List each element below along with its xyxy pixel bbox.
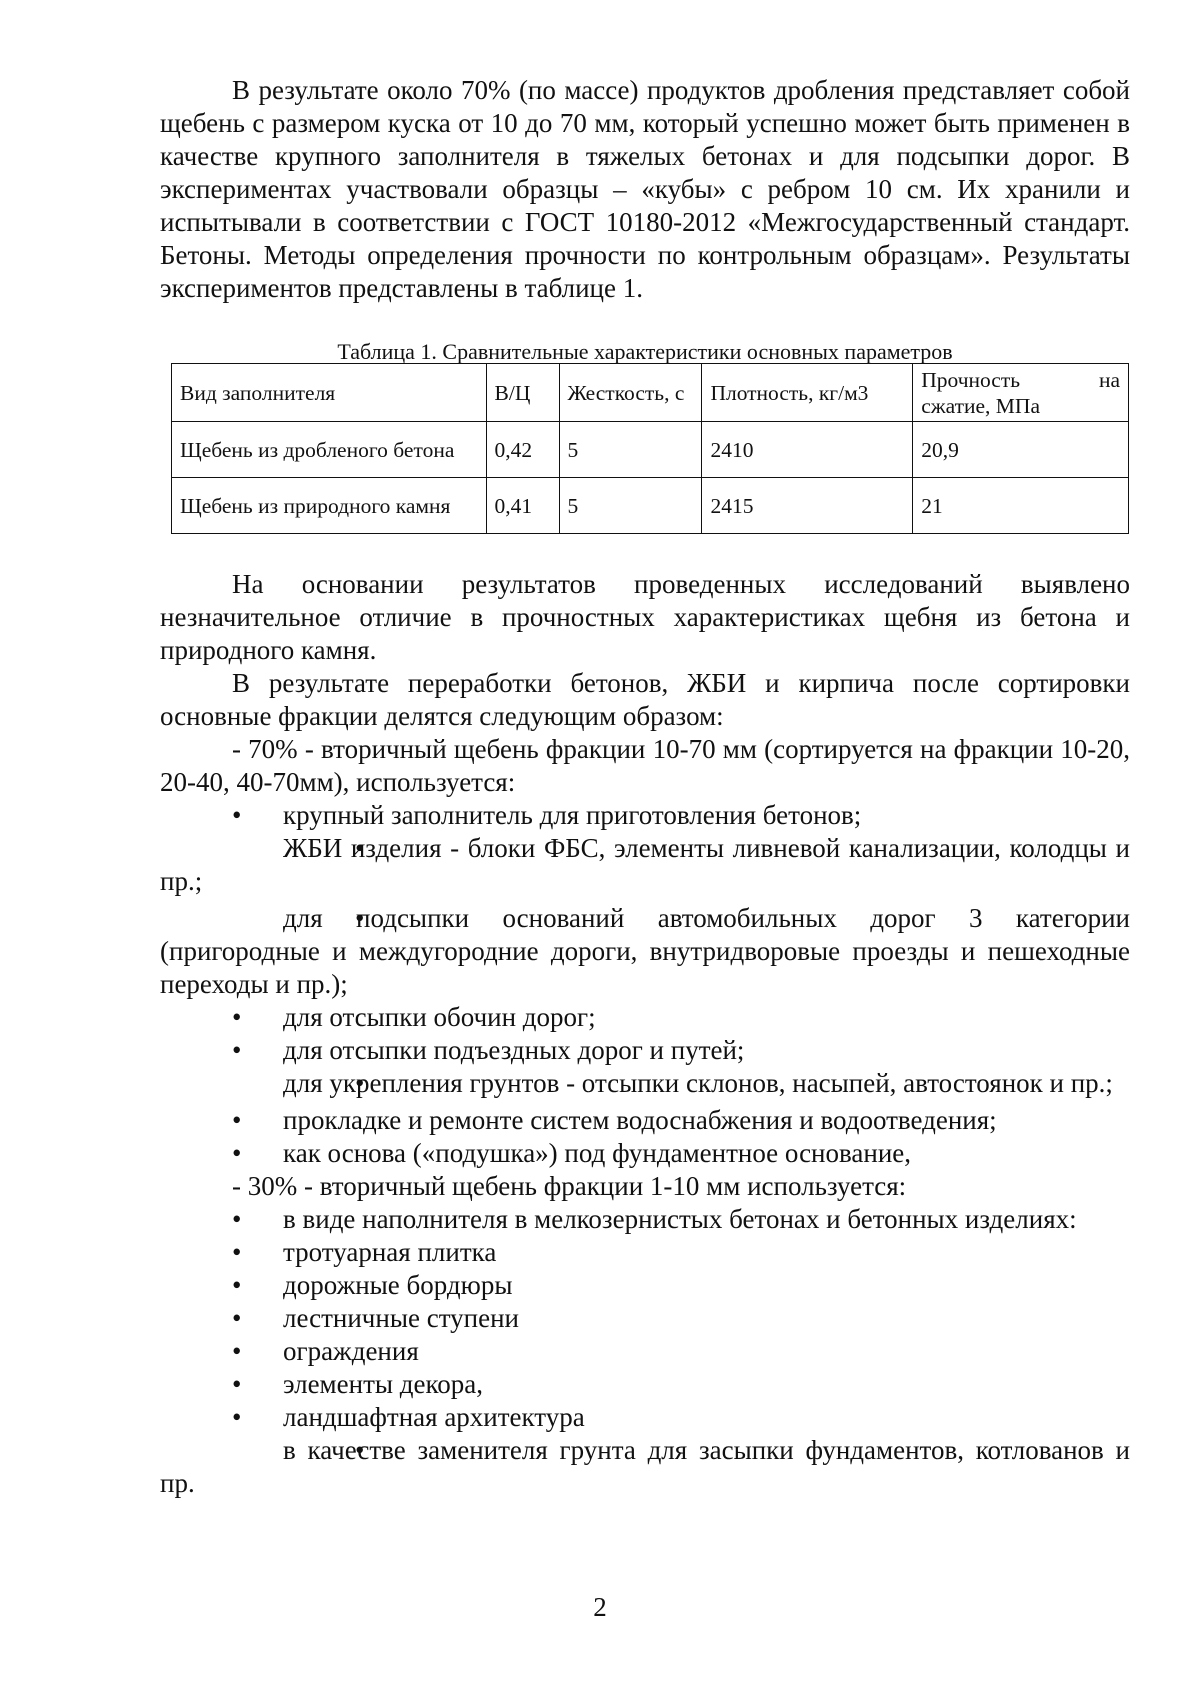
header-water-cement: В/Ц (486, 364, 559, 422)
list-item: • дорожные бордюры (160, 1269, 1130, 1302)
header-stiffness: Жесткость, с (559, 364, 702, 422)
list-item: • лестничные ступени (160, 1302, 1130, 1335)
table-header-row (172, 364, 1129, 422)
list-item: • прокладке и ремонте систем водоснабжения и водоотведения; (160, 1104, 1130, 1137)
cell-strength: 21 (913, 478, 1129, 534)
list-item: • ЖБИ изделия - блоки ФБС, элементы ливневой канализации, колодцы и пр.; (160, 832, 1130, 898)
intro-section (160, 74, 1130, 305)
list-item: • в виде наполнителя в мелкозернистых бетонах и бетонных изделиях: (160, 1203, 1130, 1236)
cell-water-cement: 0,41 (486, 478, 559, 534)
list-item: • для укрепления грунтов - отсыпки склонов, насыпей, автостоянок и пр.; (160, 1067, 1130, 1100)
table-row (172, 478, 1129, 534)
intro-paragraph: В результате около 70% (по массе) продуктов дробления представляет собой щебень с размером куска от 10 до 70 мм, который успешно может быть применен в качестве крупного заполнителя в тяжелых бетонах и для подсыпки дорог. В экспериментах участвовали образцы – «кубы» с ребром 10 см. Их хранили и испытывали в соответствии с ГОСТ 10180-2012 «Межгосударственный стандарт. Бетоны. Методы определения прочности по контрольным образцам». Результаты экспериментов представлены в таблице 1. (160, 75, 1130, 303)
page-number: 2 (593, 1592, 607, 1622)
list-item: • крупный заполнитель для приготовления бетонов; (160, 799, 1130, 832)
cell-strength: 20,9 (913, 422, 1129, 478)
cell-water-cement: 0,42 (486, 422, 559, 478)
list-item: • тротуарная плитка (160, 1236, 1130, 1269)
comparison-table (171, 363, 1129, 534)
header-density: Плотность, кг/м3 (702, 364, 913, 422)
list-item: • ограждения (160, 1335, 1130, 1368)
list-item: • в качестве заменителя грунта для засыпки фундаментов, котлованов и пр. (160, 1434, 1130, 1500)
list-item: • для отсыпки подъездных дорог и путей; (160, 1034, 1130, 1067)
body-section (160, 568, 1130, 1500)
fraction-small-paragraph: - 30% - вторичный щебень фракции 1-10 мм используется: (232, 1171, 907, 1201)
cell-aggregate-type: Щебень из природного камня (172, 478, 487, 534)
list-item: • элементы декора, (160, 1368, 1130, 1401)
list-item: • как основа («подушка») под фундаментное основание, (160, 1137, 1130, 1170)
table-caption: Таблица 1. Сравнительные характеристики основных параметров (337, 339, 953, 364)
cell-stiffness: 5 (559, 478, 702, 534)
header-strength: Прочность на сжатие, МПа (913, 364, 1129, 422)
fraction-large-paragraph: - 70% - вторичный щебень фракции 10-70 мм (сортируется на фракции 10-20, 20-40, 40-70мм), используется: (160, 734, 1130, 797)
cell-aggregate-type: Щебень из дробленого бетона (172, 422, 487, 478)
list-item: • для подсыпки оснований автомобильных дорог 3 категории (пригородные и междугородние дороги, внутридворовые проезды и пешеходные переходы и пр.); (160, 902, 1130, 1001)
header-aggregate-type: Вид заполнителя (172, 364, 487, 422)
cell-density: 2410 (702, 422, 913, 478)
conclusion-paragraph: На основании результатов проведенных исследований выявлено незначительное отличие в прочностных характеристиках щебня из бетона и природного камня. (160, 569, 1130, 665)
list-item: • для отсыпки обочин дорог; (160, 1001, 1130, 1034)
cell-stiffness: 5 (559, 422, 702, 478)
cell-density: 2415 (702, 478, 913, 534)
list-item: • ландшафтная архитектура (160, 1401, 1130, 1434)
table-row (172, 422, 1129, 478)
processing-paragraph: В результате переработки бетонов, ЖБИ и кирпича после сортировки основные фракции делятся следующим образом: (160, 668, 1130, 731)
